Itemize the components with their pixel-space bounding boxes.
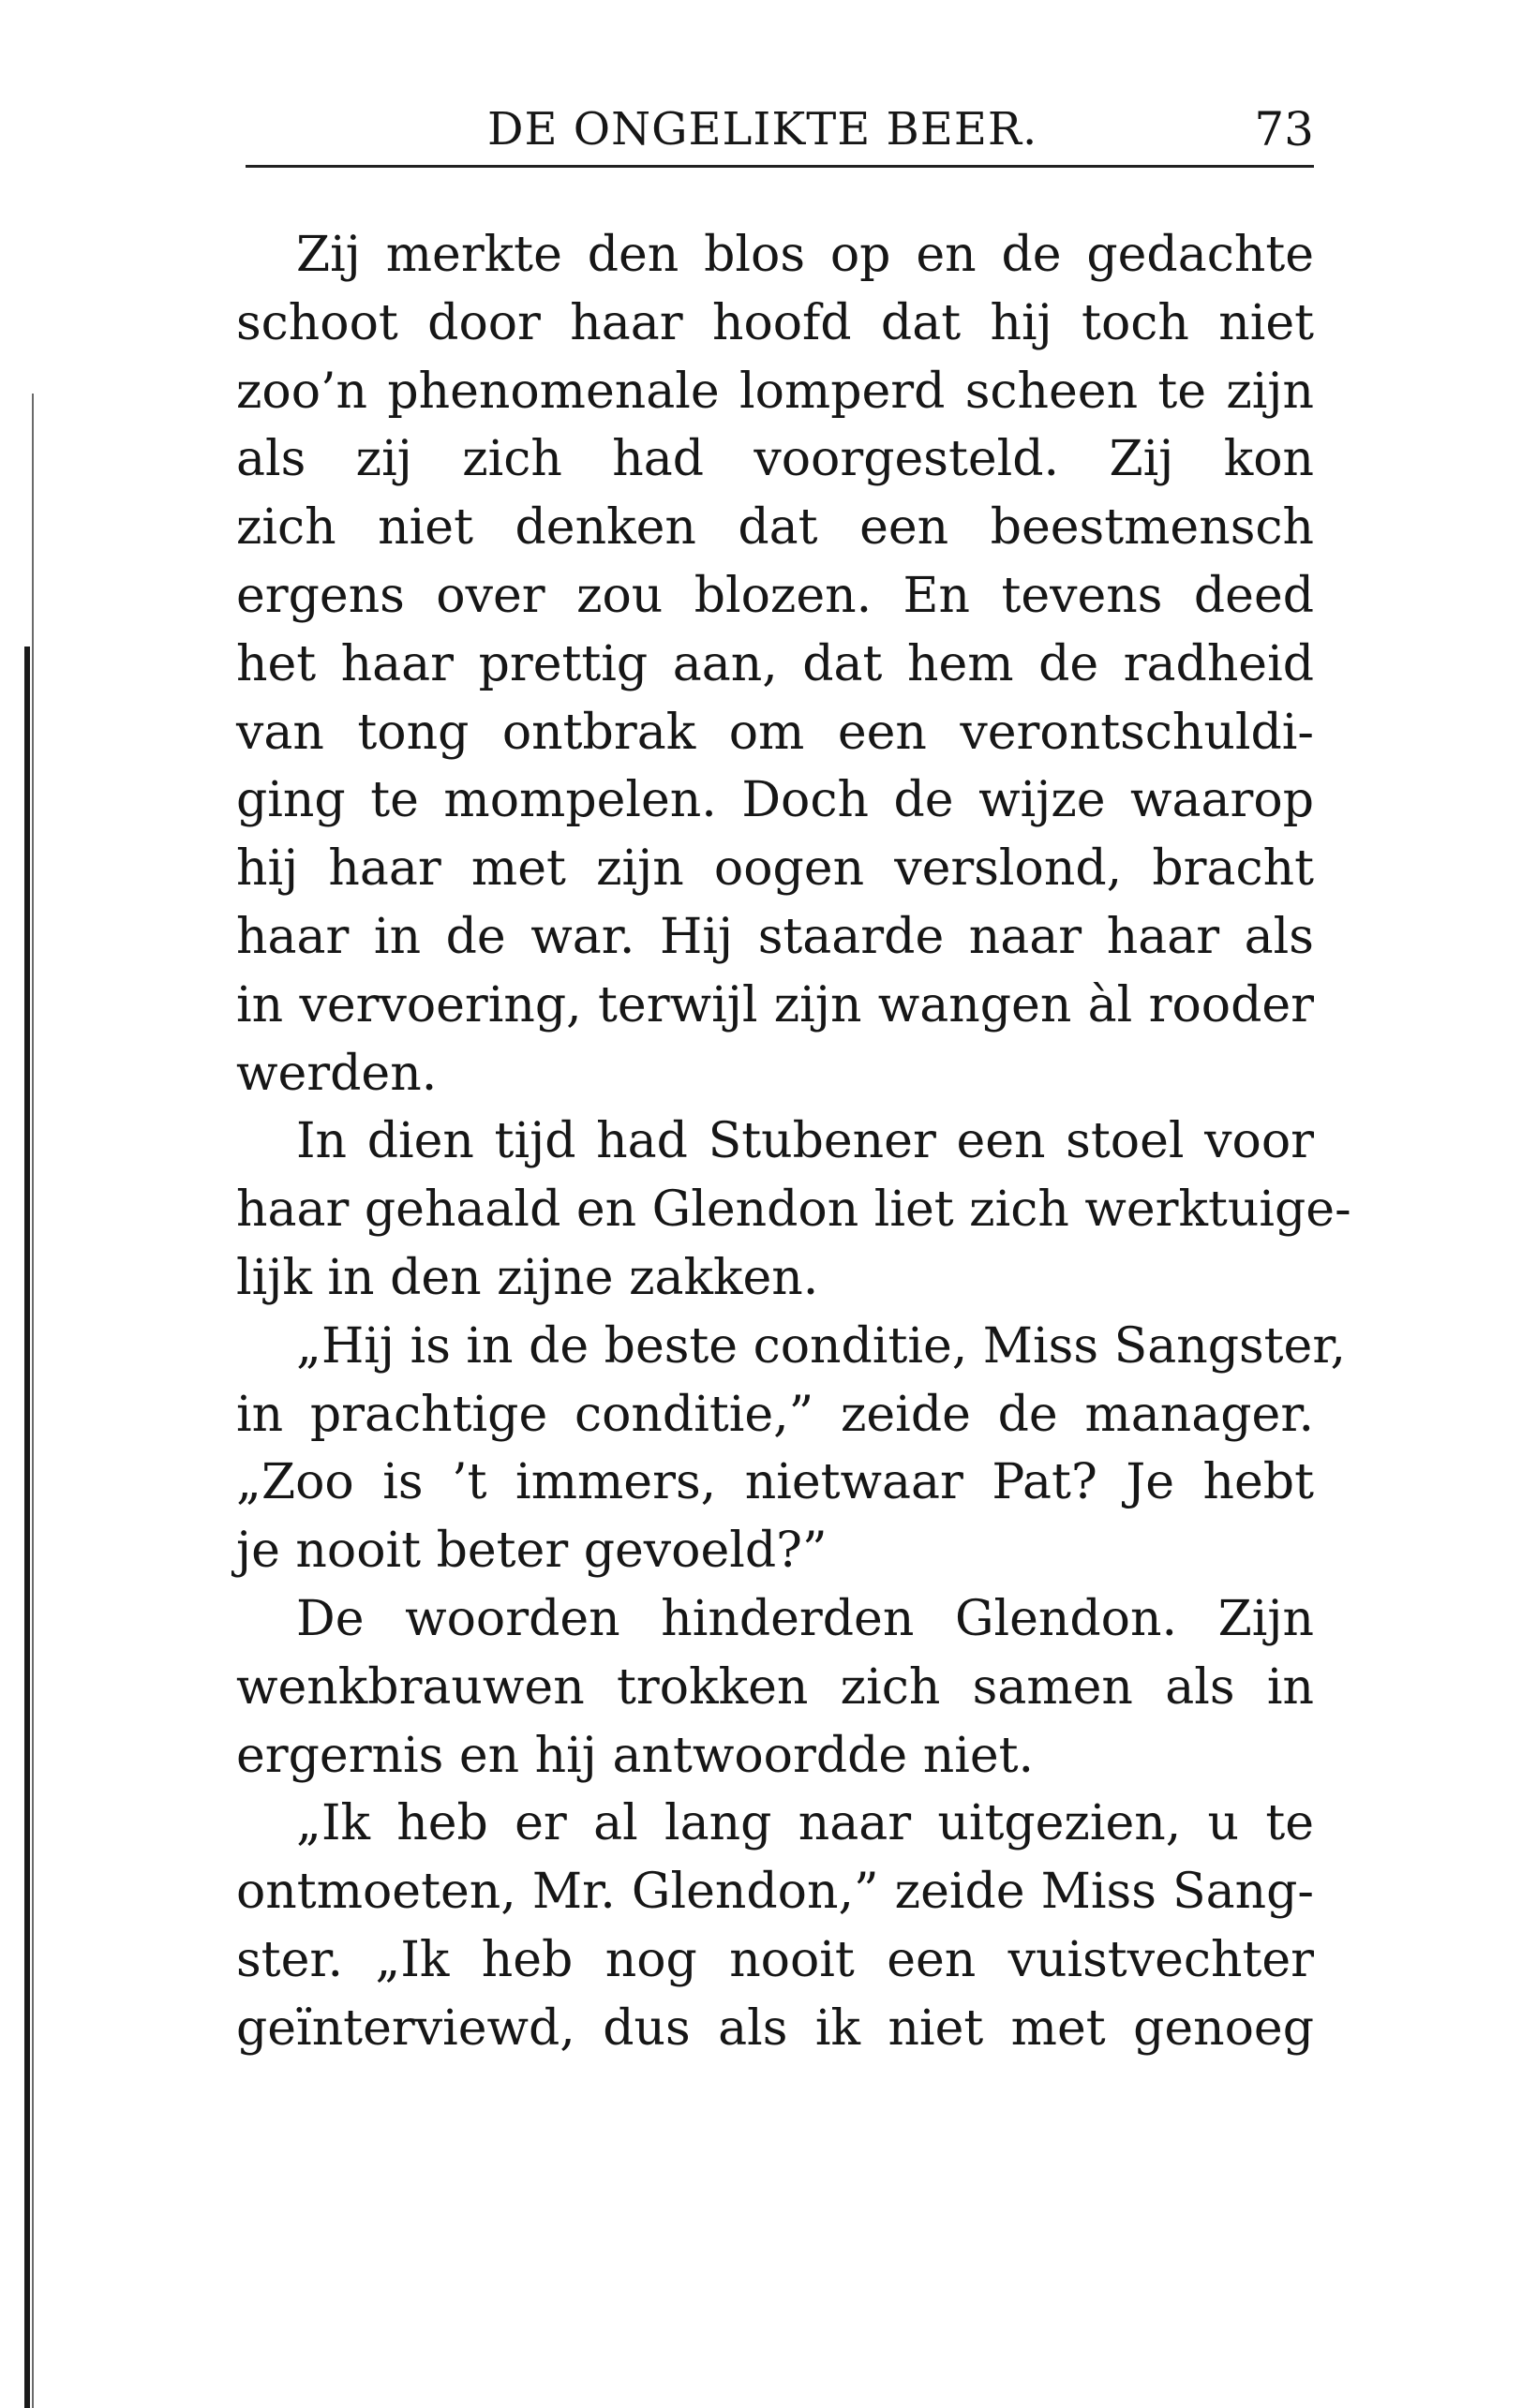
text-line: geïnterviewd, dus als ik niet met genoeg — [236, 1999, 1314, 2057]
text-line: je nooit beter gevoeld?” — [236, 1523, 828, 1580]
text-line: zich niet denken dat een beestmensch — [236, 499, 1314, 557]
body-text — [236, 221, 1351, 2063]
text-line: „Ik heb er al lang naar uitgezien, u te — [296, 1795, 1314, 1852]
text-line: haar in de war. Hij staarde naar haar als — [236, 908, 1314, 965]
text-line: in prachtige conditie,” zeide de manager. — [236, 1386, 1314, 1443]
page-edge-line — [32, 394, 34, 2408]
text-line: ergens over zou blozen. En tevens deed — [236, 567, 1314, 624]
text-line: In dien tijd had Stubener een stoel voor — [296, 1113, 1314, 1170]
page-edge-shadow — [24, 647, 30, 2408]
text-line: wenkbrauwen trokken zich samen als in — [236, 1658, 1314, 1716]
text-line: ster. „Ik heb nog nooit een vuistvechter — [236, 1931, 1314, 1988]
text-line: als zij zich had voorgesteld. Zij kon — [236, 431, 1314, 488]
text-line: Zij merkte den blos op en de gedachte — [296, 227, 1314, 283]
text-line: haar gehaald en Glendon liet zich werktuige- — [236, 1182, 1351, 1239]
text-line: lijk in den zijne zakken. — [236, 1249, 819, 1306]
text-line: ging te mompelen. Doch de wijze waarop — [236, 772, 1314, 829]
header-rule — [246, 165, 1314, 168]
text-line: zoo’n phenomenale lomperd scheen te zijn — [236, 363, 1314, 420]
text-line: De woorden hinderden Glendon. Zijn — [296, 1590, 1314, 1647]
text-line: „Zoo is ’t immers, nietwaar Pat? Je hebt — [236, 1454, 1314, 1511]
text-line: werden. — [236, 1045, 438, 1102]
text-line: van tong ontbrak om een verontschuldi- — [236, 704, 1314, 761]
running-title: DE ONGELIKTE BEER. — [487, 103, 1038, 156]
running-head — [246, 101, 1314, 157]
text-line: in vervoering, terwijl zijn wangen àl rooder — [236, 976, 1314, 1033]
text-line: schoot door haar hoofd dat hij toch niet — [236, 294, 1314, 351]
text-line: het haar prettig aan, dat hem de radheid — [236, 635, 1314, 692]
text-line: „Hij is in de beste conditie, Miss Sangster, — [296, 1317, 1347, 1375]
text-line: hij haar met zijn oogen verslond, bracht — [236, 840, 1314, 898]
page-number: 73 — [1254, 102, 1314, 156]
text-line: ergernis en hij antwoordde niet. — [236, 1727, 1035, 1784]
text-line: ontmoeten, Mr. Glendon,” zeide Miss Sang- — [236, 1864, 1314, 1921]
